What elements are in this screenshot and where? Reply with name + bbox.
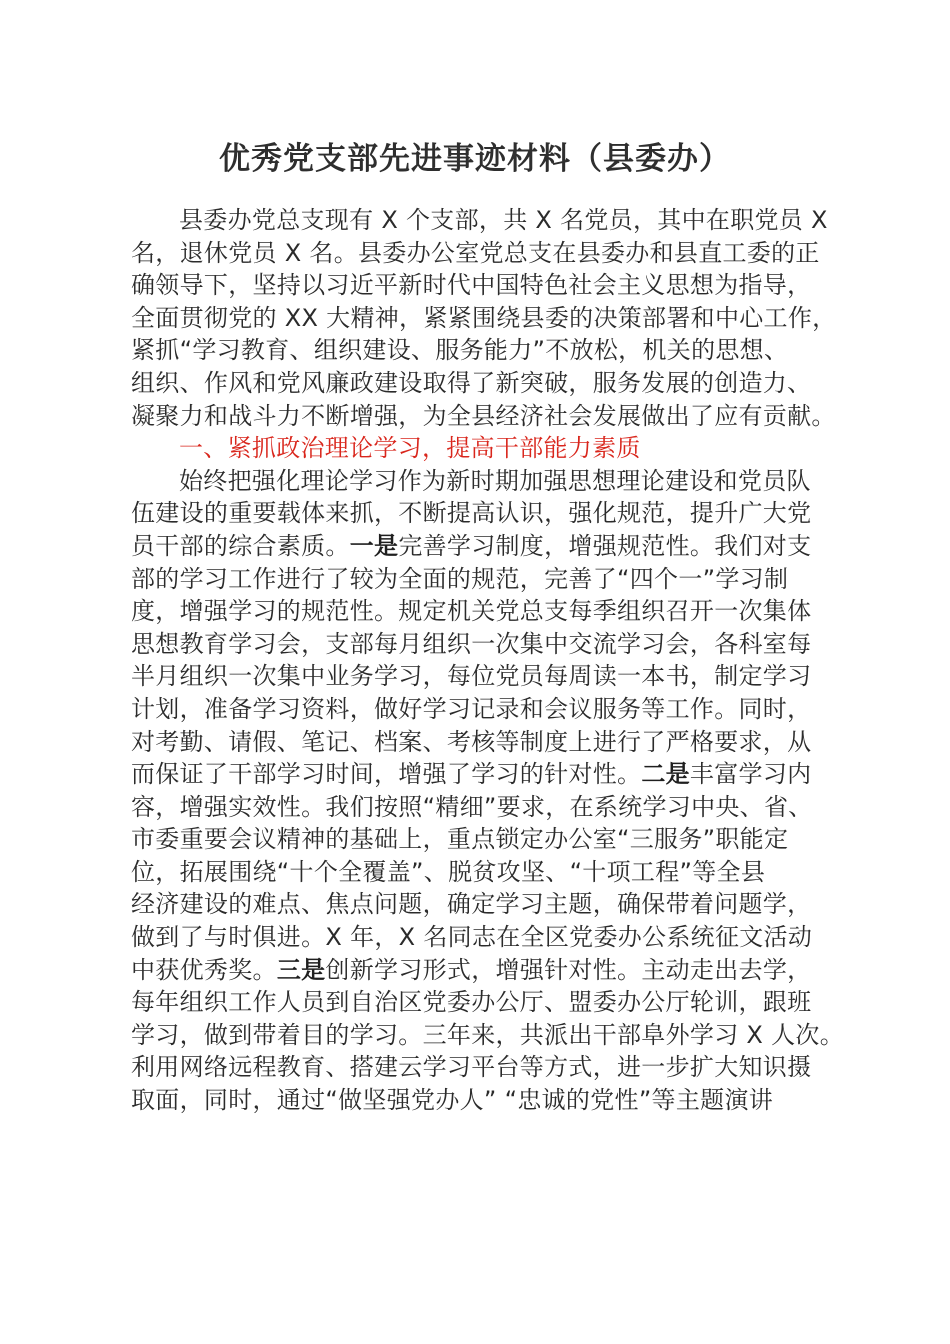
body-line: 学习，做到带着目的学习。三年来，共派出干部阜外学习 X 人次。	[131, 1020, 844, 1049]
body-line: 思想教育学习会，支部每月组织一次集中交流学习会，各科室每	[131, 629, 812, 658]
intro-line: 确领导下，坚持以习近平新时代中国特色社会主义思想为指导，	[131, 271, 812, 300]
body-line: 每年组织工作人员到自治区党委办公厅、盟委办公厅轮训，跟班	[131, 988, 812, 1017]
body-line	[131, 954, 851, 987]
body-line: 取面，同时，通过“做坚强党办人” “忠诚的党性”等主题演讲	[131, 1086, 774, 1115]
body-line	[131, 530, 851, 563]
section-heading: 一、紧抓政治理论学习，提高干部能力素质	[179, 434, 641, 463]
body-line: 部的学习工作进行了较为全面的规范，完善了“四个一”学习制	[131, 564, 789, 593]
text-run: 员干部的综合素质。	[131, 531, 350, 560]
body-line	[131, 758, 851, 791]
emphasis-text: 一是	[349, 531, 399, 560]
document-body	[131, 204, 851, 1117]
body-line: 位，拓展围绕“十个全覆盖”、脱贫攻坚、“十项工程”等全县	[131, 857, 766, 886]
body-line: 度，增强学习的规范性。规定机关党总支每季组织召开一次集体	[131, 597, 812, 626]
body-line: 经济建设的难点、焦点问题，确定学习主题，确保带着问题学，	[131, 890, 812, 919]
intro-line: 紧抓“学习教育、组织建设、服务能力”不放松，机关的思想、	[131, 336, 789, 365]
text-run: 完善学习制度，增强规范性。我们对支	[398, 531, 812, 560]
text-run: 创新学习形式，增强针对性。主动走出去学，	[325, 955, 812, 984]
intro-line: 名，退休党员 X 名。县委办公室党总支在县委办和县直工委的正	[131, 238, 820, 267]
body-line: 做到了与时俱进。X 年，X 名同志在全区党委办公系统征文活动	[131, 923, 813, 952]
intro-line: 组织、作风和党风廉政建设取得了新突破，服务发展的创造力、	[131, 368, 812, 397]
text-run: 中获优秀奖。	[131, 955, 277, 984]
intro-line: 全面贯彻党的 XX 大精神，紧紧围绕县委的决策部署和中心工作，	[131, 303, 837, 332]
body-line: 半月组织一次集中业务学习，每位党员每周读一本书，制定学习	[131, 662, 812, 691]
page-title: 优秀党支部先进事迹材料（县委办）	[219, 141, 731, 177]
body-line: 市委重要会议精神的基础上，重点锁定办公室“三服务”职能定	[131, 825, 789, 854]
intro-line: 凝聚力和战斗力不断增强，为全县经济社会发展做出了应有贡献。	[131, 401, 836, 430]
emphasis-text: 三是	[276, 955, 326, 984]
text-run: 而保证了干部学习时间，增强了学习的针对性。	[131, 760, 642, 789]
body-line: 伍建设的重要载体来抓，不断提高认识，强化规范，提升广大党	[131, 499, 812, 528]
text-run: 丰富学习内	[689, 760, 812, 789]
body-line: 计划，准备学习资料，做好学习记录和会议服务等工作。同时，	[131, 694, 812, 723]
body-line: 对考勤、请假、笔记、档案、考核等制度上进行了严格要求，从	[131, 727, 812, 756]
body-line: 始终把强化理论学习作为新时期加强思想理论建设和党员队	[179, 466, 811, 495]
intro-line: 县委办党总支现有 X 个支部，共 X 名党员，其中在职党员 X	[179, 206, 828, 234]
emphasis-text: 二是	[641, 760, 690, 789]
body-line: 容，增强实效性。我们按照“精细”要求，在系统学习中央、省、	[131, 792, 813, 821]
body-line: 利用网络远程教育、搭建云学习平台等方式，进一步扩大知识摄	[131, 1053, 812, 1082]
